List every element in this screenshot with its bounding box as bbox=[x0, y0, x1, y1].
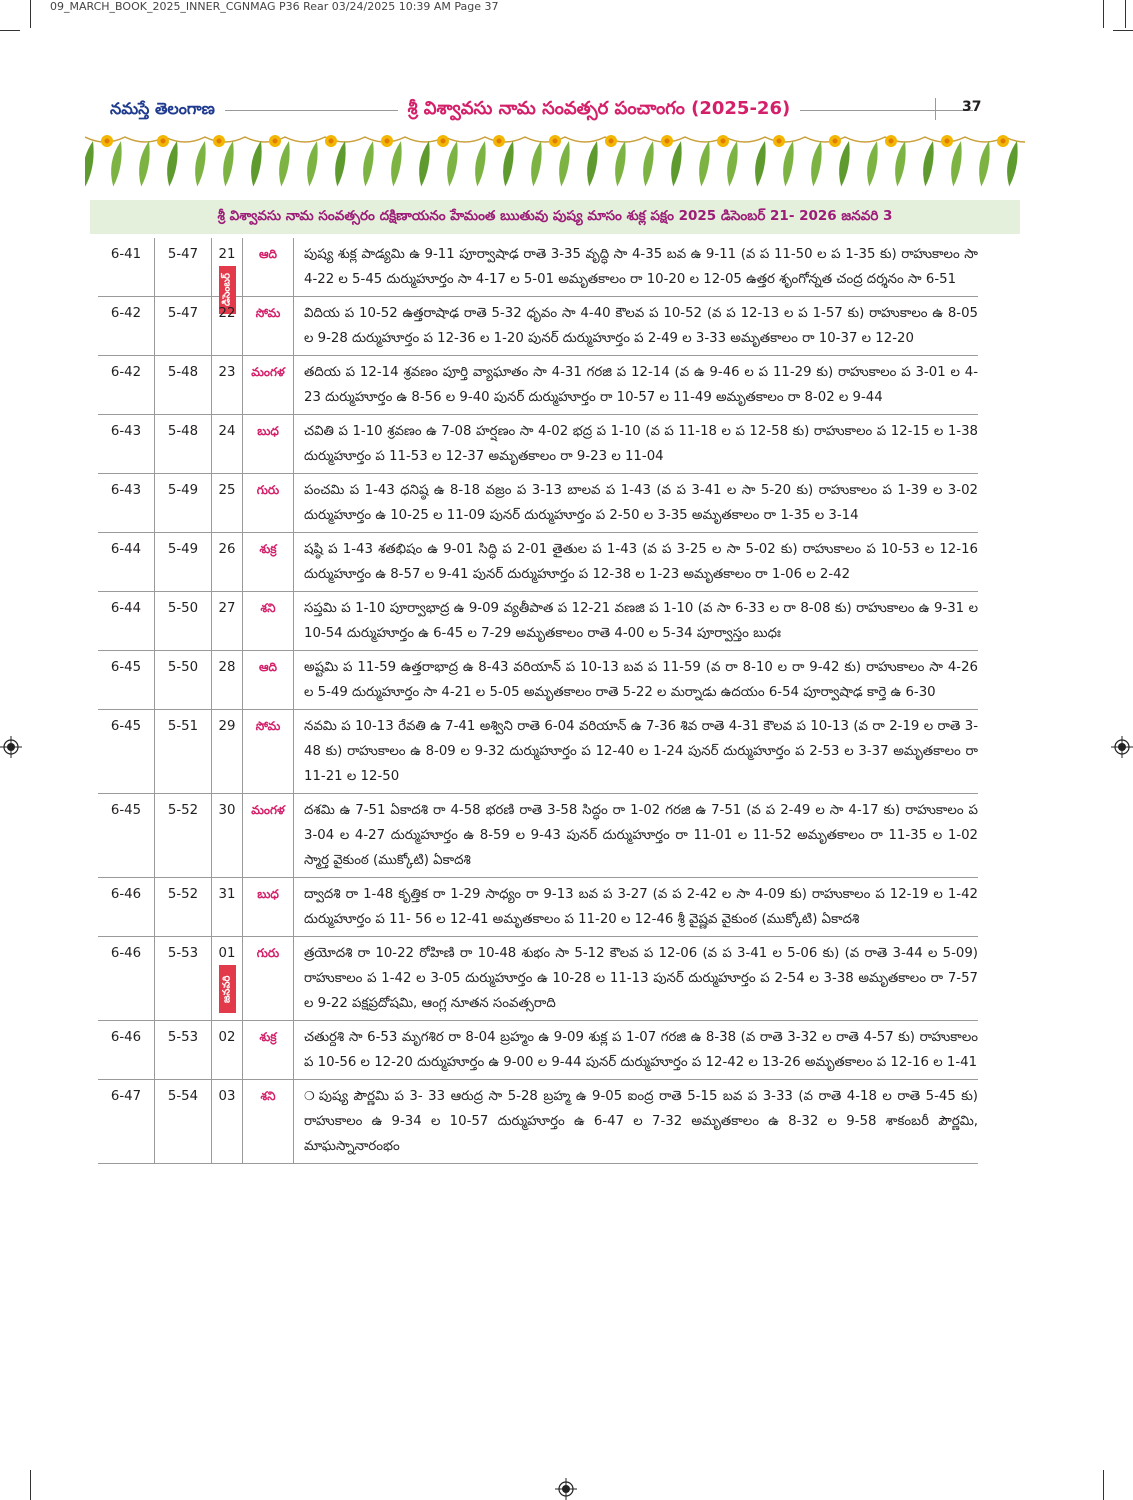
details-cell-text: చతుర్దశి సా 6-53 మృగశిర రా 8-04 బ్రహ్మం ఉ 9-09 శుక్ల ప 1-07 గరజి ఉ 8-38 (వ రాతె 3-32 ల రాతె 4-57 కు) రాహుకాలం ప 10-56 ల 12-20 దుర్ముహూర్తం ఉ 9-00 ల 9-44 పునర్ దుర్ముహూర్తం ప 12-42 ల 13-26 అమృతకాలం ప 12-16 ల 1-41 bbox=[304, 1030, 978, 1070]
date-cell-text: 02 bbox=[218, 1030, 236, 1045]
sunset-time-text: 5-48 bbox=[167, 424, 199, 439]
details-cell bbox=[294, 238, 979, 297]
sunrise-time-text: 6-45 bbox=[110, 803, 142, 818]
sunset-time bbox=[155, 238, 212, 297]
table-row bbox=[98, 1080, 978, 1164]
sunrise-time-text: 6-42 bbox=[110, 306, 142, 321]
table-row bbox=[98, 533, 978, 592]
date-cell bbox=[212, 238, 243, 307]
brand-name: నమస్తే తెలంగాణ bbox=[110, 98, 215, 118]
details-cell bbox=[294, 356, 979, 415]
sunrise-time-text: 6-46 bbox=[110, 1030, 142, 1045]
details-cell bbox=[294, 297, 979, 356]
details-cell-text: ద్వాదశి రా 1-48 కృత్తిక రా 1-29 సాధ్యం రా 9-13 బవ ప 3-27 (వ ప 2-42 ల సా 4-09 కు) రాహుకాలం ప 12-19 ల 1-42 దుర్ముహూర్తం ప 11- 56 ల 12-41 అమృతకాలం ప 11-20 ల 12-46 శ్రీ వైష్ణవ వైకుంఠ (ముక్కోటి) ఏకాదశి bbox=[304, 887, 978, 927]
weekday-cell-text: శని bbox=[260, 1089, 276, 1103]
registration-mark-icon bbox=[1111, 736, 1133, 758]
page-header bbox=[110, 95, 983, 125]
table-row bbox=[98, 937, 978, 1021]
section-banner: శ్రీ విశ్వావసు నామ సంవత్సరం దక్షిణాయనం హేమంత ఋతువు పుష్య మాసం శుక్ల పక్షం 2025 డిసెంబర్ 21- 2026 జనవరి 3 bbox=[90, 200, 1020, 234]
sunset-time-text: 5-51 bbox=[167, 719, 199, 734]
sunset-time-text: 5-47 bbox=[167, 306, 199, 321]
sunrise-time bbox=[98, 356, 155, 415]
date-cell-text: 31 bbox=[218, 887, 236, 902]
weekday-cell-text: గురు bbox=[256, 483, 280, 497]
weekday-cell bbox=[243, 651, 294, 710]
sunset-time-text: 5-48 bbox=[167, 365, 199, 380]
table-row bbox=[98, 710, 978, 794]
sunrise-time bbox=[98, 592, 155, 651]
sunset-time bbox=[155, 474, 212, 533]
weekday-cell-text: మంగళ bbox=[251, 803, 285, 817]
details-cell-text: సప్తమి ప 1-10 పూర్వాభాద్ర ఉ 9-09 వ్యతీపాత ప 12-21 వణజి ప 1-10 (వ సా 6-33 ల రా 8-08 కు) రాహుకాలం ఉ 9-31 ల 10-54 దుర్ముహూర్తం ఉ 6-45 ల 7-29 అమృతకాలం రాతె 4-00 ల 5-34 పూర్వాస్తం బుధః bbox=[304, 601, 978, 641]
sunset-time bbox=[155, 1021, 212, 1080]
sunrise-time bbox=[98, 794, 155, 878]
sunset-time bbox=[155, 533, 212, 592]
details-cell bbox=[294, 794, 979, 878]
sunrise-time bbox=[98, 238, 155, 297]
crop-mark bbox=[0, 30, 20, 31]
weekday-cell bbox=[243, 415, 294, 474]
date-cell bbox=[212, 356, 243, 415]
page-number: 37 bbox=[962, 99, 982, 115]
weekday-cell bbox=[243, 356, 294, 415]
sunrise-time bbox=[98, 878, 155, 937]
weekday-cell-text: శుక్ర bbox=[259, 1030, 277, 1044]
sunset-time bbox=[155, 297, 212, 356]
weekday-cell-text: ఆది bbox=[258, 247, 278, 261]
sunrise-time bbox=[98, 1080, 155, 1164]
table-row bbox=[98, 297, 978, 356]
date-cell-text: 26 bbox=[218, 542, 236, 557]
weekday-cell bbox=[243, 533, 294, 592]
table-row bbox=[98, 415, 978, 474]
date-cell bbox=[212, 1021, 243, 1080]
date-cell bbox=[212, 651, 243, 710]
weekday-cell bbox=[243, 710, 294, 794]
sunrise-time-text: 6-44 bbox=[110, 542, 142, 557]
page-title: శ్రీ విశ్వావసు నామ సంవత్సర పంచాంగం (2025-26) bbox=[407, 97, 791, 119]
sunset-time bbox=[155, 1080, 212, 1164]
sunset-time-text: 5-47 bbox=[167, 247, 199, 262]
sunset-time-text: 5-53 bbox=[167, 946, 199, 961]
sunset-time-text: 5-50 bbox=[167, 660, 199, 675]
sunrise-time-text: 6-43 bbox=[110, 483, 142, 498]
registration-mark-icon bbox=[0, 736, 22, 758]
table-row bbox=[98, 356, 978, 415]
details-cell-text: షష్ఠి ప 1-43 శతభిషం ఉ 9-01 సిద్ధి ప 2-01 తైతుల ప 1-43 (వ ప 3-25 ల సా 5-02 కు) రాహుకాలం ప 10-53 ల 12-16 దుర్ముహూర్తం ఉ 8-57 ల 9-41 పునర్ దుర్ముహూర్తం ప 12-38 ల 1-23 అమృతకాలం రా 1-06 ల 2-42 bbox=[304, 542, 978, 582]
header-rule-left bbox=[225, 110, 398, 111]
date-cell bbox=[212, 474, 243, 533]
sunrise-time bbox=[98, 415, 155, 474]
mango-leaf-garland-icon bbox=[85, 125, 1025, 195]
sunset-time bbox=[155, 710, 212, 794]
sunrise-time-text: 6-46 bbox=[110, 887, 142, 902]
registration-mark-icon bbox=[555, 1478, 577, 1500]
sunset-time-text: 5-54 bbox=[167, 1089, 199, 1104]
sunset-time-text: 5-50 bbox=[167, 601, 199, 616]
sunset-time bbox=[155, 592, 212, 651]
details-cell bbox=[294, 710, 979, 794]
weekday-cell-text: మంగళ bbox=[251, 365, 285, 379]
crop-mark bbox=[1103, 0, 1104, 28]
sunset-time-text: 5-49 bbox=[167, 542, 199, 557]
crop-mark bbox=[30, 1470, 31, 1500]
sunrise-time bbox=[98, 474, 155, 533]
crop-mark bbox=[1125, 0, 1126, 28]
details-cell-text: త్రయోదశి రా 10-22 రోహిణి రా 10-48 శుభం సా 5-12 కౌలవ ప 12-06 (వ ప 3-41 ల 5-06 కు) (వ రాతె 3-44 ల 5-09) రాహుకాలం ప 1-42 ల 3-05 దుర్ముహూర్తం ఉ 10-28 ల 11-13 పునర్ దుర్ముహూర్తం ప 2-54 ల 3-38 అమృతకాలం రా 7-57 ల 9-22 పక్షప్రదోషమి, ఆంగ్ల నూతన సంవత్సరాది bbox=[304, 946, 978, 1011]
details-cell bbox=[294, 415, 979, 474]
date-cell-text: 30 bbox=[218, 803, 236, 818]
details-cell bbox=[294, 651, 979, 710]
date-cell bbox=[212, 710, 243, 794]
date-cell-text: 03 bbox=[218, 1089, 236, 1104]
sunrise-time bbox=[98, 651, 155, 710]
date-cell-text: 27 bbox=[218, 601, 236, 616]
weekday-cell-text: సోమ bbox=[255, 719, 281, 733]
date-cell-text: 25 bbox=[218, 483, 236, 498]
details-cell bbox=[294, 1021, 979, 1080]
weekday-cell-text: ఆది bbox=[258, 660, 278, 674]
table-row bbox=[98, 1021, 978, 1080]
details-cell-text: చవితి ప 1-10 శ్రవణం ఉ 7-08 హర్షణం సా 4-02 భద్ర ప 1-10 (వ ప 11-18 ల ప 12-58 కు) రాహుకాలం ప 12-15 ల 1-38 దుర్ముహూర్తం ప 11-53 ల 12-37 అమృతకాలం రా 9-23 ల 11-04 bbox=[304, 424, 978, 464]
crop-mark bbox=[30, 0, 31, 28]
page-number-divider bbox=[935, 98, 936, 120]
sunset-time-text: 5-52 bbox=[167, 887, 199, 902]
weekday-cell bbox=[243, 1021, 294, 1080]
crop-mark bbox=[1103, 1470, 1104, 1500]
sunrise-time-text: 6-42 bbox=[110, 365, 142, 380]
date-cell-text: 21 bbox=[218, 247, 236, 262]
weekday-cell bbox=[243, 297, 294, 356]
sunset-time bbox=[155, 937, 212, 1021]
date-cell-text: 24 bbox=[218, 424, 236, 439]
print-slug: 09_MARCH_BOOK_2025_INNER_CGNMAG P36 Rear 03/24/2025 10:39 AM Page 37 bbox=[50, 0, 499, 13]
panchangam-table bbox=[98, 238, 978, 1164]
sunrise-time bbox=[98, 710, 155, 794]
weekday-cell-text: శుక్ర bbox=[259, 542, 277, 556]
date-cell-text: 22 bbox=[218, 306, 236, 321]
sunset-time-text: 5-52 bbox=[167, 803, 199, 818]
weekday-cell-text: సోమ bbox=[255, 306, 281, 320]
details-cell-text: దశమి ఉ 7-51 ఏకాదశి రా 4-58 భరణి రాతె 3-58 సిద్ధం రా 1-02 గరజి ఉ 7-51 (వ ప 2-49 ల సా 4-17 కు) రాహుకాలం ప 3-04 ల 4-27 దుర్ముహూర్తం ఉ 8-59 ల 9-43 పునర్ దుర్ముహూర్తం రా 11-01 ల 11-52 అమృతకాలం రా 11-35 ల 1-02 స్మార్త వైకుంఠ (ముక్కోటి) ఏకాదశి bbox=[304, 803, 978, 868]
sunset-time bbox=[155, 415, 212, 474]
sunset-time bbox=[155, 651, 212, 710]
sunset-time-text: 5-49 bbox=[167, 483, 199, 498]
crop-mark bbox=[1113, 30, 1133, 31]
weekday-cell-text: గురు bbox=[256, 946, 280, 960]
details-cell bbox=[294, 533, 979, 592]
sunrise-time-text: 6-45 bbox=[110, 660, 142, 675]
month-tag: డిసెంబర్ bbox=[219, 266, 236, 314]
table-row bbox=[98, 592, 978, 651]
date-cell bbox=[212, 1080, 243, 1164]
weekday-cell-text: బుధ bbox=[257, 424, 279, 438]
weekday-cell-text: బుధ bbox=[257, 887, 279, 901]
details-cell bbox=[294, 878, 979, 937]
sunrise-time-text: 6-43 bbox=[110, 424, 142, 439]
date-cell bbox=[212, 415, 243, 474]
date-cell bbox=[212, 937, 243, 1021]
date-cell bbox=[212, 592, 243, 651]
table-row bbox=[98, 474, 978, 533]
sunrise-time-text: 6-46 bbox=[110, 946, 142, 961]
details-cell-text: తదియ ప 12-14 శ్రవణం పూర్తి వ్యాఘాతం సా 4-31 గరజి ప 12-14 (వ ఉ 9-46 ల ప 11-29 కు) రాహుకాలం ప 3-01 ల 4-23 దుర్ముహూర్తం ఉ 8-56 ల 9-40 పునర్ దుర్ముహూర్తం రా 10-57 ల 11-49 అమృతకాలం రా 8-02 ల 9-44 bbox=[304, 365, 978, 405]
weekday-cell bbox=[243, 878, 294, 937]
date-cell bbox=[212, 794, 243, 878]
header-rule-right bbox=[800, 110, 973, 111]
weekday-cell bbox=[243, 1080, 294, 1164]
date-cell-text: 28 bbox=[218, 660, 236, 675]
sunrise-time-text: 6-44 bbox=[110, 601, 142, 616]
weekday-cell bbox=[243, 794, 294, 878]
date-cell-text: 29 bbox=[218, 719, 236, 734]
date-cell bbox=[212, 533, 243, 592]
sunset-time bbox=[155, 356, 212, 415]
sunrise-time-text: 6-41 bbox=[110, 247, 142, 262]
sunset-time bbox=[155, 794, 212, 878]
sunset-time-text: 5-53 bbox=[167, 1030, 199, 1045]
details-cell bbox=[294, 474, 979, 533]
date-cell bbox=[212, 878, 243, 937]
date-cell-text: 01 bbox=[218, 946, 236, 961]
details-cell bbox=[294, 937, 979, 1021]
weekday-cell-text: శని bbox=[260, 601, 276, 615]
details-cell-text: నవమి ప 10-13 రేవతి ఉ 7-41 అశ్విని రాతె 6-04 వరియాన్ ఉ 7-36 శివ రాతె 4-31 కౌలవ ప 10-13 (వ రా 2-19 ల రాతె 3-48 కు) రాహుకాలం ఉ 8-09 ల 9-32 దుర్ముహూర్తం ప 12-40 ల 1-24 పునర్ దుర్ముహూర్తం ప 2-53 ల 3-37 అమృతకాలం రా 11-21 ల 12-50 bbox=[304, 719, 978, 784]
sunrise-time bbox=[98, 1021, 155, 1080]
sunrise-time bbox=[98, 533, 155, 592]
details-cell-text: పుష్య శుక్ల పాడ్యమి ఉ 9-11 పూర్వాషాఢ రాతె 3-35 వృద్ధి సా 4-35 బవ ఉ 9-11 (వ ప 11-50 ల ప 1-35 కు) రాహుకాలం సా 4-22 ల 5-45 దుర్ముహూర్తం సా 4-17 ల 5-01 అమృతకాలం రా 10-20 ల 12-05 ఉత్తర శృంగోన్నత చంద్ర దర్శనం సా 6-51 bbox=[304, 247, 978, 287]
table-row bbox=[98, 238, 978, 297]
sunrise-time bbox=[98, 937, 155, 1021]
table-row bbox=[98, 651, 978, 710]
details-cell-text: పంచమి ప 1-43 ధనిష్ఠ ఉ 8-18 వజ్రం ప 3-13 బాలవ ప 1-43 (వ ప 3-41 ల సా 5-20 కు) రాహుకాలం ప 1-39 ల 3-02 దుర్ముహూర్తం ఉ 10-25 ల 11-09 పునర్ దుర్ముహూర్తం ప 2-50 ల 3-35 అమృతకాలం రా 1-35 ల 3-14 bbox=[304, 483, 978, 523]
weekday-cell bbox=[243, 937, 294, 1021]
sunrise-time-text: 6-45 bbox=[110, 719, 142, 734]
weekday-cell bbox=[243, 474, 294, 533]
weekday-cell bbox=[243, 592, 294, 651]
sunset-time bbox=[155, 878, 212, 937]
date-cell bbox=[212, 297, 243, 356]
date-cell-text: 23 bbox=[218, 365, 236, 380]
sunrise-time bbox=[98, 297, 155, 356]
table-row bbox=[98, 878, 978, 937]
details-cell bbox=[294, 592, 979, 651]
weekday-cell bbox=[243, 238, 294, 297]
details-cell-text: విదియ ప 10-52 ఉత్తరాషాఢ రాతె 5-32 ధృవం సా 4-40 కౌలవ ప 10-52 (వ ప 12-13 ల ప 1-57 కు) రాహుకాలం ఉ 8-05 ల 9-28 దుర్ముహూర్తం ప 12-36 ల 1-20 పునర్ దుర్ముహూర్తం ప 2-49 ల 3-33 అమృతకాలం రా 10-37 ల 12-20 bbox=[304, 306, 978, 346]
details-cell bbox=[294, 1080, 979, 1164]
month-tag: జనవరి bbox=[219, 965, 236, 1013]
details-cell-text: పుష్య పౌర్ణమి ప 3- 33 ఆరుద్ర సా 5-28 బ్రహ్మ ఉ 9-05 ఐంద్ర రాతె 5-15 బవ ప 3-33 (వ రాతె 4-18 ల రాతె 5-45 కు) రాహుకాలం ఉ 9-34 ల 10-57 దుర్ముహూర్తం ఉ 6-47 ల 7-32 అమృతకాలం ఉ 8-32 ల 9-58 శాకంబరీ పౌర్ణమి, మాఘస్నానారంభం bbox=[304, 1089, 978, 1154]
details-cell-text: అష్టమి ప 11-59 ఉత్తరాభాద్ర ఉ 8-43 వరియాన్ ప 10-13 బవ ప 11-59 (వ రా 8-10 ల రా 9-42 కు) రాహుకాలం సా 4-26 ల 5-49 దుర్ముహూర్తం సా 4-21 ల 5-05 అమృతకాలం రాతె 5-22 ల మర్నాడు ఉదయం 6-54 పూర్వాషాఢ కార్తె ఉ 6-30 bbox=[304, 660, 978, 700]
table-row bbox=[98, 794, 978, 878]
full-moon-icon: ❍ bbox=[304, 1089, 315, 1103]
sunrise-time-text: 6-47 bbox=[110, 1089, 142, 1104]
